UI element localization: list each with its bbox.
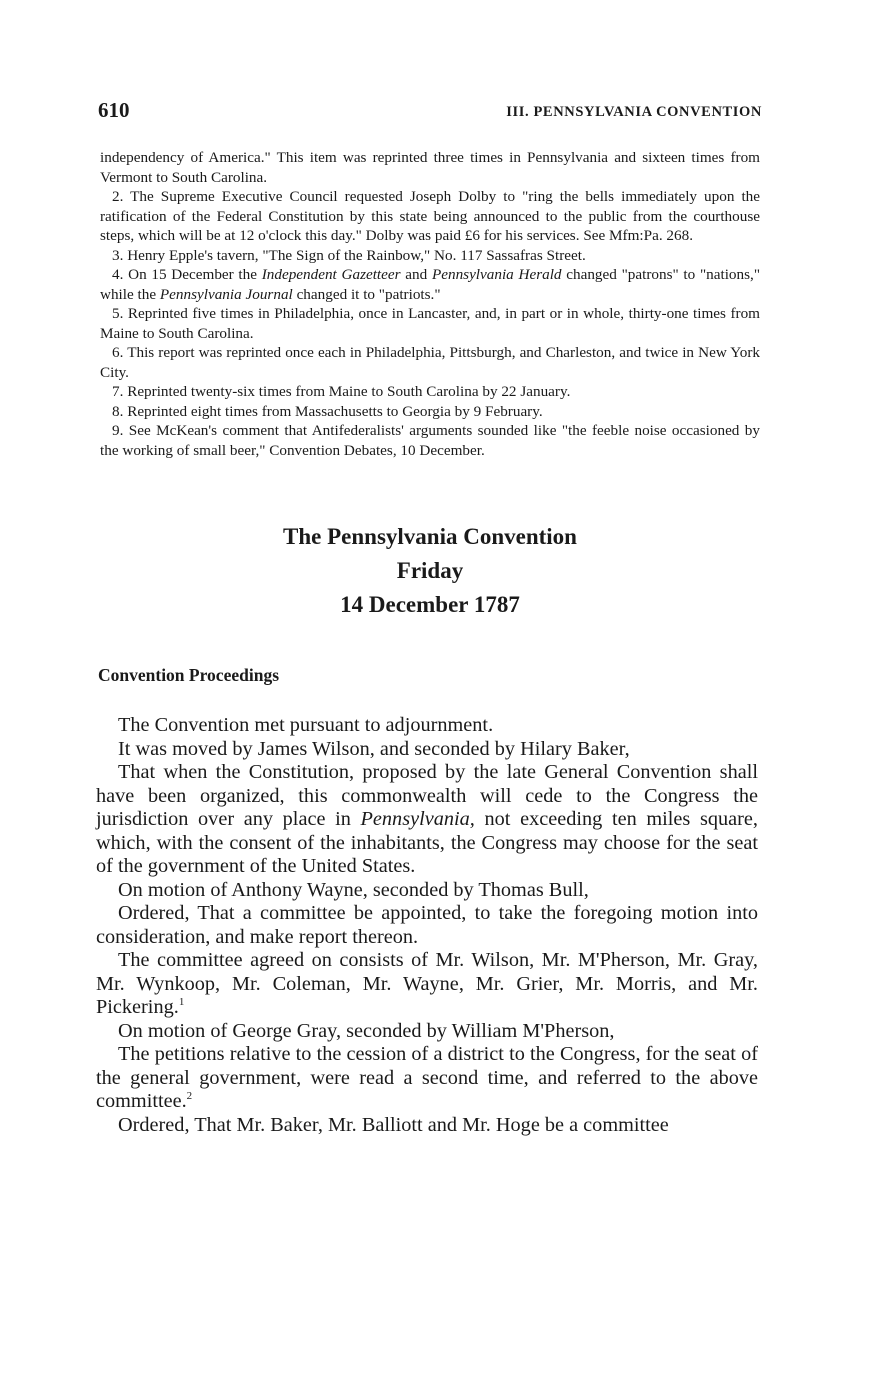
- title-line-3: 14 December 1787: [340, 592, 520, 617]
- paragraph: On motion of George Gray, seconded by William M'Pherson,: [118, 1019, 615, 1042]
- chapter-title: [100, 520, 760, 622]
- note-4-text: changed "patrons" to "nations," while the: [100, 266, 761, 303]
- note-6: 6. This report was reprinted once each in Philadelphia, Pittsburgh, and Charleston, and twice in New York City.: [100, 344, 760, 381]
- paragraph: Ordered, That Mr. Baker, Mr. Balliott and Mr. Hoge be a committee: [118, 1113, 669, 1136]
- note-4: [100, 265, 760, 304]
- section-heading: III. PENNSYLVANIA CONVENTION: [506, 104, 762, 120]
- note-2: 2. The Supreme Executive Council requested Joseph Dolby to "ring the bells immediately upon the ratification of the Federal Constitution by this state being announced to the public from the courthouse steps, which will be at 12 o'clock this day." Dolby was paid £6 for his services. See Mfm:Pa. 268.: [100, 188, 760, 244]
- page-number: 610: [98, 98, 130, 122]
- note-8: 8. Reprinted eight times from Massachusetts to Georgia by 9 February.: [112, 402, 543, 420]
- paragraph: [96, 1043, 758, 1114]
- note-5: 5. Reprinted five times in Philadelphia, once in Lancaster, and, in part or in whole, thirty-one times from Maine to South Carolina.: [100, 305, 760, 342]
- title-line-1: The Pennsylvania Convention: [283, 524, 577, 549]
- note-4-text: 4. On 15 December the: [112, 266, 262, 283]
- title-line-2: Friday: [396, 558, 464, 583]
- note-4-italic: Pennsylvania Herald: [431, 266, 562, 283]
- paragraph: [96, 761, 758, 879]
- paragraph-text: not exceeding ten miles square, which, with the consent of the inhabitants, the Congress may choose for the seat of the government of the United States.: [96, 808, 758, 877]
- paragraph-text: The petitions relative to the cession of a district to the Congress, for the seat of the general government, were read a second time, and referred to the above committee.: [96, 1043, 758, 1112]
- paragraph: [96, 949, 758, 1020]
- paragraph-text: That when the Constitution, proposed by the late General Convention shall have been organized, this commonwealth will cede to the Congress the jurisdiction over any place in: [96, 761, 758, 830]
- note-continued: independency of America." This item was reprinted three times in Pennsylvania and sixteen times from Vermont to South Carolina.: [100, 149, 760, 186]
- note-4-italic: Independent Gazetteer: [261, 266, 401, 283]
- italic-place-name: Pennsylvania,: [360, 808, 475, 830]
- paragraph: The Convention met pursuant to adjournment.: [118, 714, 494, 736]
- note-4-text: changed it to "patriots.": [292, 285, 441, 303]
- running-head: [98, 98, 762, 124]
- paragraph: On motion of Anthony Wayne, seconded by Thomas Bull,: [118, 878, 589, 901]
- note-4-italic: Pennsylvania Journal: [159, 285, 293, 303]
- paragraph-text: The committee agreed on consists of Mr. Wilson, Mr. M'Pherson, Mr. Gray, Mr. Wynkoop, Mr. Coleman, Mr. Wayne, Mr. Grier, Mr. Morris, and Mr. Pickering.: [96, 949, 758, 1018]
- note-3: 3. Henry Epple's tavern, "The Sign of the Rainbow," No. 117 Sassafras Street.: [112, 246, 586, 264]
- note-7: 7. Reprinted twenty-six times from Maine to South Carolina by 22 January.: [112, 383, 571, 400]
- paragraph: It was moved by James Wilson, and seconded by Hilary Baker,: [118, 737, 630, 760]
- footnote-marker: 2: [186, 1090, 193, 1103]
- footnote-marker: 1: [178, 996, 185, 1009]
- body-text: [96, 714, 758, 1137]
- section-subheading: Convention Proceedings: [98, 665, 279, 685]
- note-9: 9. See McKean's comment that Antifederalists' arguments sounded like "the feeble noise occasioned by the working of small beer," Convention Debates, 10 December.: [100, 422, 760, 459]
- footnotes: [100, 148, 760, 460]
- paragraph: Ordered, That a committee be appointed, to take the foregoing motion into consideration, and make report thereon.: [96, 902, 758, 948]
- note-4-text: and: [400, 266, 432, 283]
